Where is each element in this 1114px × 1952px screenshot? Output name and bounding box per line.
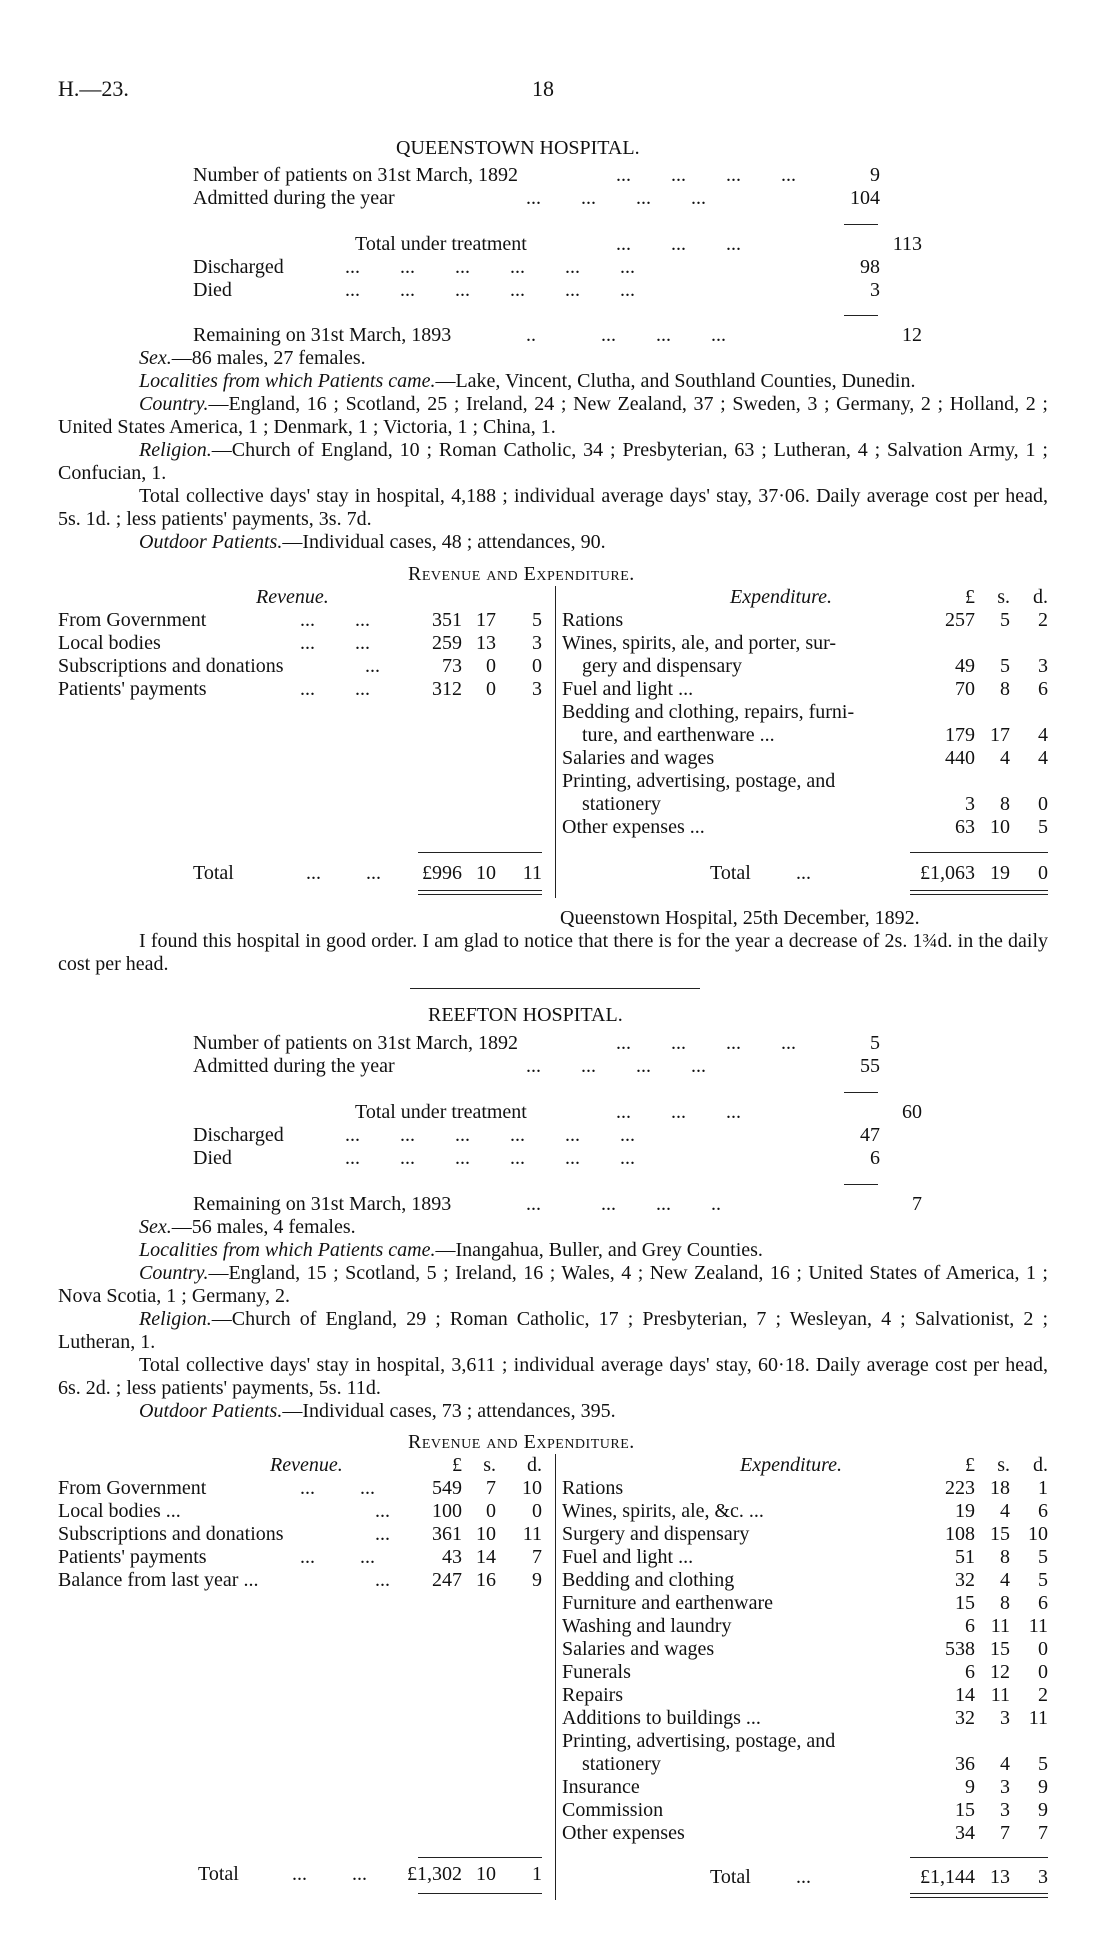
- expenditure-row-label: ture, and earthenware ...: [582, 724, 775, 746]
- pounds-value: 257: [945, 609, 975, 631]
- expenditure-row-label: Printing, advertising, postage, and: [562, 1730, 836, 1752]
- expenditure-row-label: Printing, advertising, postage, and: [562, 770, 836, 792]
- stat-label: Died: [193, 279, 232, 301]
- shillings-value: 4: [1000, 747, 1010, 769]
- expenditure-row-label: Wines, spirits, ale, &c. ...: [562, 1500, 764, 1522]
- queenstown-remark: I found this hospital in good order. I am glad to notice that there is for the year a decrease of 2s. 1¾d. in the daily cost per head.: [58, 930, 1048, 975]
- expenditure-row-label: stationery: [582, 793, 661, 815]
- reefton-country: Country.—England, 15 ; Scotland, 5 ; Ireland, 16 ; Wales, 4 ; New Zealand, 16 ; United States of America, 1 ; Nova Scotia, 1 ; Germany, 2.: [58, 1262, 1048, 1307]
- revenue-total-pounds: £1,302: [407, 1863, 462, 1885]
- shillings-value: [980, 632, 1010, 655]
- expenditure-total-pounds: £1,063: [920, 862, 975, 884]
- pounds-value: 34: [955, 1822, 975, 1844]
- shillings-value: 0: [486, 655, 496, 677]
- expenditure-total-pounds: £1,144: [920, 1866, 975, 1888]
- pence-value: 0: [532, 655, 542, 677]
- reefton-religion: Religion.—Church of England, 29 ; Roman Catholic, 17 ; Presbyterian, 7 ; Wesleyan, 4 ; Salvationist, 2 ; Lutheran, 1.: [58, 1308, 1048, 1353]
- pence-value: 6: [1038, 678, 1048, 700]
- revenue-total-shillings: 10: [476, 862, 496, 884]
- pence-value: 10: [1028, 1523, 1048, 1545]
- shillings-value: 0: [486, 1500, 496, 1522]
- pounds-header: £: [965, 1454, 975, 1476]
- pence-value: 5: [1038, 816, 1048, 838]
- pounds-value: [915, 632, 975, 655]
- pounds-value: 440: [945, 747, 975, 769]
- shillings-value: 10: [990, 816, 1010, 838]
- pence-value: 11: [1028, 1707, 1048, 1729]
- pounds-value: 43: [442, 1546, 462, 1568]
- pence-value: 0: [1038, 1638, 1048, 1660]
- shillings-header: s.: [997, 1454, 1010, 1476]
- pounds-value: 259: [432, 632, 462, 654]
- reefton-title: REEFTON HOSPITAL.: [428, 1004, 623, 1026]
- stat-value: 5: [870, 1032, 880, 1054]
- pounds-value: 538: [945, 1638, 975, 1660]
- reefton-stay: Total collective days' stay in hospital, 3,611 ; individual average days' stay, 60·18. Daily average cost per head, 6s. 2d. ; less patients' payments, 5s. 11d.: [58, 1354, 1048, 1399]
- stat-label: Discharged: [193, 1124, 284, 1146]
- pounds-value: 49: [955, 655, 975, 677]
- expenditure-row-label: Commission: [562, 1799, 664, 1821]
- queenstown-religion: Religion.—Church of England, 10 ; Roman Catholic, 34 ; Presbyterian, 63 ; Lutheran, 4 ; Salvation Army, 1 ; Confucian, 1.: [58, 439, 1048, 484]
- pence-value: 2: [1038, 609, 1048, 631]
- shillings-value: [980, 770, 1010, 793]
- expenditure-row-label: Furniture and earthenware: [562, 1592, 774, 1614]
- reefton-outdoor: Outdoor Patients.—Individual cases, 73 ; attendances, 395.: [139, 1400, 616, 1422]
- pence-value: 4: [1038, 724, 1048, 746]
- expenditure-row-label: Fuel and light ...: [562, 1546, 694, 1568]
- stat-label: Admitted during the year: [193, 187, 395, 209]
- shillings-value: 8: [1000, 678, 1010, 700]
- expenditure-heading: Expenditure.: [730, 586, 833, 608]
- shillings-value: 3: [1000, 1707, 1010, 1729]
- pence-header: d.: [1033, 1454, 1048, 1476]
- expenditure-row-label: Insurance: [562, 1776, 640, 1798]
- revenue-row-label: From Government: [58, 609, 207, 631]
- shillings-value: 17: [990, 724, 1010, 746]
- pence-value: [1014, 770, 1048, 793]
- pounds-value: 312: [432, 678, 462, 700]
- expenditure-row-label: Rations: [562, 1477, 624, 1499]
- pence-value: 0: [1038, 1661, 1048, 1683]
- stat-label: Died: [193, 1147, 232, 1169]
- pence-value: 10: [522, 1477, 542, 1499]
- queenstown-country: Country.—England, 16 ; Scotland, 25 ; Ireland, 24 ; New Zealand, 37 ; Sweden, 3 ; Germany, 2 ; Holland, 2 ; United States America, 1 ; Denmark, 1 ; Victoria, 1 ; China, 1.: [58, 393, 1048, 438]
- revenue-row-label: From Government: [58, 1477, 207, 1499]
- pence-value: 5: [1038, 1569, 1048, 1591]
- queenstown-dateline: Queenstown Hospital, 25th December, 1892.: [560, 907, 920, 929]
- pounds-value: 223: [945, 1477, 975, 1499]
- shillings-value: 3: [1000, 1799, 1010, 1821]
- shillings-value: 5: [1000, 609, 1010, 631]
- shillings-value: 15: [990, 1638, 1010, 1660]
- pounds-value: 14: [955, 1684, 975, 1706]
- shillings-value: 7: [486, 1477, 496, 1499]
- stat-label: Remaining on 31st March, 1893: [193, 1193, 452, 1215]
- revenue-heading: Revenue.: [270, 1454, 343, 1476]
- pence-header: d.: [527, 1454, 542, 1476]
- queenstown-outdoor: Outdoor Patients.—Individual cases, 48 ; attendances, 90.: [139, 531, 606, 553]
- shillings-value: 16: [476, 1569, 496, 1591]
- expenditure-row-label: Other expenses ...: [562, 816, 705, 838]
- revenue-row-label: Patients' payments: [58, 1546, 207, 1568]
- shillings-header: s.: [483, 1454, 496, 1476]
- pence-value: 0: [1038, 793, 1048, 815]
- shillings-header: s.: [997, 586, 1010, 608]
- revenue-total-pounds: £996: [422, 862, 462, 884]
- pounds-value: 108: [945, 1523, 975, 1545]
- pounds-value: 36: [955, 1753, 975, 1775]
- shillings-value: 7: [1000, 1822, 1010, 1844]
- pounds-value: 51: [955, 1546, 975, 1568]
- queenstown-localities: Localities from which Patients came.—Lake, Vincent, Clutha, and Southland Counties, Dunedin.: [139, 370, 916, 392]
- pounds-value: 32: [955, 1569, 975, 1591]
- queenstown-sex: Sex.—86 males, 27 females.: [139, 347, 366, 369]
- shillings-value: 18: [990, 1477, 1010, 1499]
- pence-value: 1: [1038, 1477, 1048, 1499]
- reefton-sex: Sex.—56 males, 4 females.: [139, 1216, 356, 1238]
- revenue-row-label: Local bodies: [58, 632, 161, 654]
- pence-value: 9: [532, 1569, 542, 1591]
- pounds-value: 247: [432, 1569, 462, 1591]
- pence-value: 9: [1038, 1776, 1048, 1798]
- expenditure-row-label: Funerals: [562, 1661, 631, 1683]
- revenue-heading: Revenue.: [256, 586, 329, 608]
- pence-value: 3: [1038, 655, 1048, 677]
- shillings-value: 14: [476, 1546, 496, 1568]
- expenditure-total-shillings: 19: [990, 862, 1010, 884]
- expenditure-total-shillings: 13: [990, 1866, 1010, 1888]
- expenditure-row-label: Salaries and wages: [562, 1638, 715, 1660]
- revenue-total-pence: 11: [522, 862, 542, 884]
- shillings-value: 12: [990, 1661, 1010, 1683]
- pence-value: 5: [1038, 1546, 1048, 1568]
- revenue-row-label: Local bodies ...: [58, 1500, 181, 1522]
- stat-value: 55: [860, 1055, 880, 1077]
- expenditure-row-label: Rations: [562, 609, 624, 631]
- page-number: 18: [532, 76, 554, 101]
- expenditure-total-pence: 3: [1038, 1866, 1048, 1888]
- expenditure-row-label: stationery: [582, 1753, 661, 1775]
- expenditure-row-label: Wines, spirits, ale, and porter, sur-: [562, 632, 837, 654]
- shillings-value: 8: [1000, 793, 1010, 815]
- pounds-header: £: [452, 1454, 462, 1476]
- stat-label: Admitted during the year: [193, 1055, 395, 1077]
- pence-header: d.: [1033, 586, 1048, 608]
- stat-value: 12: [902, 324, 922, 346]
- stat-value: 98: [860, 256, 880, 278]
- expenditure-total-label: Total: [710, 1866, 751, 1888]
- shillings-value: [980, 1730, 1010, 1753]
- pence-value: 7: [532, 1546, 542, 1568]
- shillings-value: 4: [1000, 1569, 1010, 1591]
- shillings-value: 3: [1000, 1776, 1010, 1798]
- expenditure-total-pence: 0: [1038, 862, 1048, 884]
- expenditure-row-label: Fuel and light ...: [562, 678, 694, 700]
- stat-value: 60: [902, 1101, 922, 1123]
- shillings-value: 0: [486, 678, 496, 700]
- pounds-value: 15: [955, 1799, 975, 1821]
- shillings-value: 17: [476, 609, 496, 631]
- revenue-total-label: Total: [198, 1863, 239, 1885]
- pounds-header: £: [965, 586, 975, 608]
- pounds-value: [915, 701, 975, 724]
- stat-value: 9: [870, 164, 880, 186]
- revenue-total-label: Total: [193, 862, 234, 884]
- pence-value: 11: [522, 1523, 542, 1545]
- queenstown-title: QUEENSTOWN HOSPITAL.: [396, 137, 640, 159]
- revenue-row-label: Patients' payments: [58, 678, 207, 700]
- stat-label: Total under treatment: [355, 233, 527, 255]
- revenue-row-label: Balance from last year ...: [58, 1569, 259, 1591]
- shillings-value: 8: [1000, 1592, 1010, 1614]
- stat-label: Number of patients on 31st March, 1892: [193, 1032, 518, 1054]
- reefton-localities: Localities from which Patients came.—Inangahua, Buller, and Grey Counties.: [139, 1239, 763, 1261]
- pence-value: 3: [532, 632, 542, 654]
- pence-value: 0: [532, 1500, 542, 1522]
- expenditure-row-label: Salaries and wages: [562, 747, 715, 769]
- stat-value: 7: [912, 1193, 922, 1215]
- pence-value: 6: [1038, 1500, 1048, 1522]
- stat-value: 113: [892, 233, 922, 255]
- pence-value: [1014, 701, 1048, 724]
- pence-value: [1014, 1730, 1048, 1753]
- pence-value: [1014, 632, 1048, 655]
- shillings-value: 10: [476, 1523, 496, 1545]
- expenditure-row-label: gery and dispensary: [582, 655, 742, 677]
- pounds-value: 19: [955, 1500, 975, 1522]
- pounds-value: 549: [432, 1477, 462, 1499]
- expenditure-row-label: Surgery and dispensary: [562, 1523, 750, 1545]
- pence-value: 6: [1038, 1592, 1048, 1614]
- shillings-value: 15: [990, 1523, 1010, 1545]
- shillings-value: 8: [1000, 1546, 1010, 1568]
- queenstown-re-heading: Revenue and Expenditure.: [408, 563, 635, 585]
- expenditure-row-label: Bedding and clothing, repairs, furni-: [562, 701, 855, 723]
- pence-value: 4: [1038, 747, 1048, 769]
- pounds-value: 73: [442, 655, 462, 677]
- revenue-total-pence: 1: [532, 1863, 542, 1885]
- pounds-value: 6: [965, 1615, 975, 1637]
- expenditure-row-label: Repairs: [562, 1684, 624, 1706]
- shillings-value: 5: [1000, 655, 1010, 677]
- revenue-total-shillings: 10: [476, 1863, 496, 1885]
- pounds-value: 70: [955, 678, 975, 700]
- pounds-value: 3: [965, 793, 975, 815]
- stat-value: 47: [860, 1124, 880, 1146]
- pence-value: 3: [532, 678, 542, 700]
- shillings-value: 4: [1000, 1500, 1010, 1522]
- stat-value: 3: [870, 279, 880, 301]
- pence-value: 11: [1028, 1615, 1048, 1637]
- expenditure-row-label: Other expenses: [562, 1822, 685, 1844]
- pence-value: 7: [1038, 1822, 1048, 1844]
- pounds-value: 351: [432, 609, 462, 631]
- shillings-value: 4: [1000, 1753, 1010, 1775]
- stat-label: Remaining on 31st March, 1893: [193, 324, 452, 346]
- expenditure-row-label: Washing and laundry: [562, 1615, 732, 1637]
- pounds-value: 100: [432, 1500, 462, 1522]
- pounds-value: 361: [432, 1523, 462, 1545]
- pence-value: 9: [1038, 1799, 1048, 1821]
- shillings-value: 11: [990, 1684, 1010, 1706]
- shillings-value: [980, 701, 1010, 724]
- shillings-value: 11: [990, 1615, 1010, 1637]
- pounds-value: 179: [945, 724, 975, 746]
- pounds-value: 6: [965, 1661, 975, 1683]
- stat-label: Total under treatment: [355, 1101, 527, 1123]
- pounds-value: 32: [955, 1707, 975, 1729]
- shillings-value: 13: [476, 632, 496, 654]
- pounds-value: 63: [955, 816, 975, 838]
- reefton-re-heading: Revenue and Expenditure.: [408, 1431, 635, 1453]
- stat-value: 104: [850, 187, 880, 209]
- pence-value: 2: [1038, 1684, 1048, 1706]
- queenstown-stay: Total collective days' stay in hospital, 4,188 ; individual average days' stay, 37·06. Daily average cost per head, 5s. 1d. ; less patients' payments, 3s. 7d.: [58, 485, 1048, 530]
- pounds-value: [915, 770, 975, 793]
- pounds-value: 15: [955, 1592, 975, 1614]
- expenditure-heading: Expenditure.: [740, 1454, 843, 1476]
- pence-value: 5: [532, 609, 542, 631]
- stat-value: 6: [870, 1147, 880, 1169]
- pounds-value: 9: [965, 1776, 975, 1798]
- revenue-row-label: Subscriptions and donations: [58, 1523, 284, 1545]
- pounds-value: [915, 1730, 975, 1753]
- expenditure-row-label: Additions to buildings ...: [562, 1707, 761, 1729]
- document-reference: H.—23.: [58, 76, 129, 101]
- stat-label: Number of patients on 31st March, 1892: [193, 164, 518, 186]
- pence-value: 5: [1038, 1753, 1048, 1775]
- stat-label: Discharged: [193, 256, 284, 278]
- expenditure-total-label: Total: [710, 862, 751, 884]
- revenue-row-label: Subscriptions and donations: [58, 655, 284, 677]
- expenditure-row-label: Bedding and clothing: [562, 1569, 735, 1591]
